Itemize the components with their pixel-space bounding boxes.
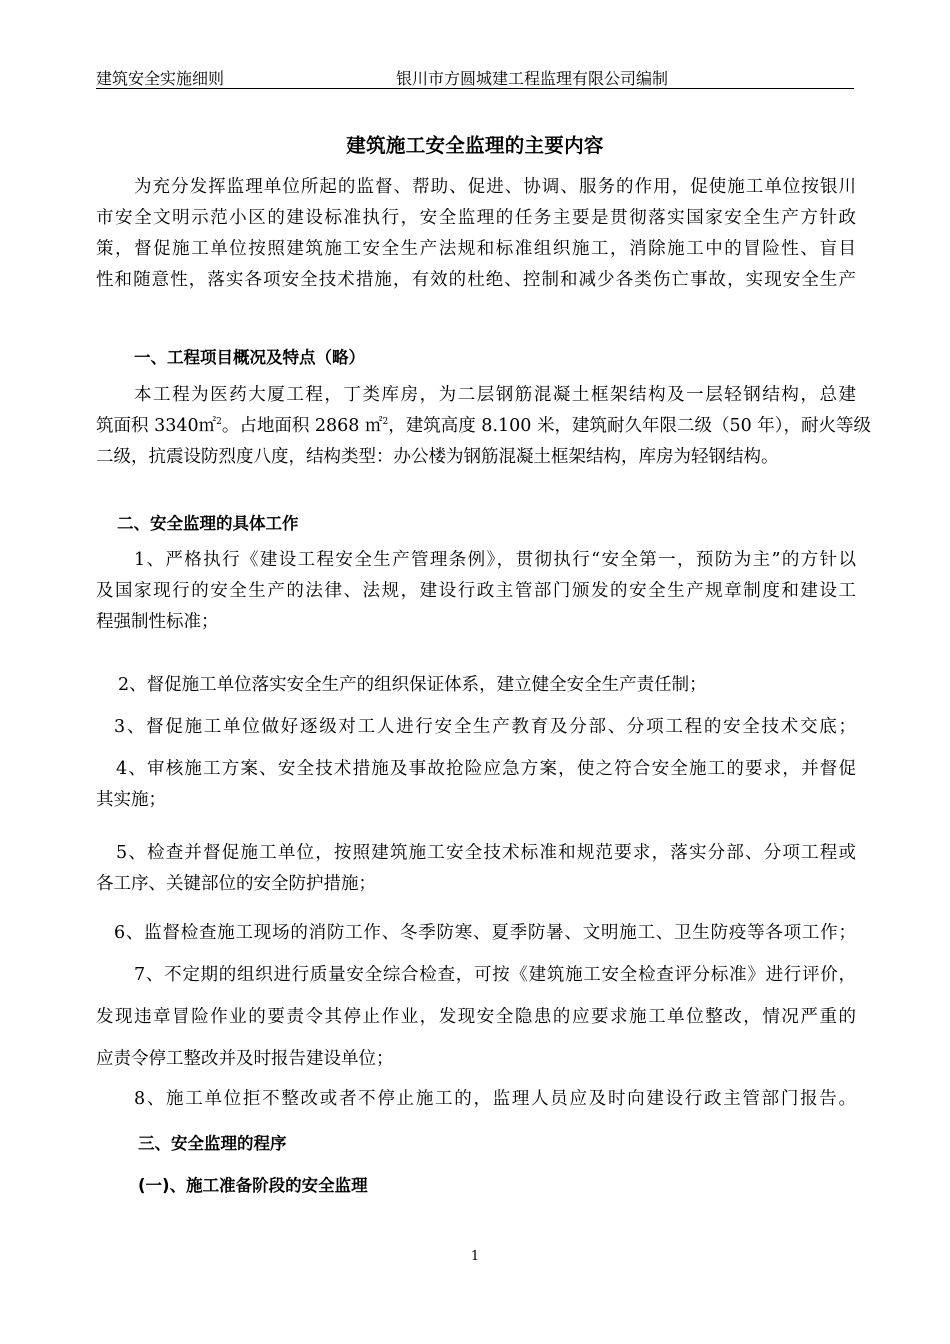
area-text-c: ，建筑高度 8.100 米，建筑耐久年限二级（50 年），耐火等级: [388, 416, 872, 436]
list-item-line: 其实施；: [96, 790, 166, 810]
section-heading-3: 三、安全监理的程序: [138, 1134, 287, 1153]
intro-line: 策，督促施工单位按照建筑施工安全生产法规和标准组织施工，消除施工中的冒险性、盲目: [96, 239, 856, 259]
list-item-line: 7、不定期的组织进行质量安全综合检查，可按《建筑施工安全检查评分标准》进行评价，: [134, 965, 856, 985]
list-item-line: 应责令停工整改并及时报告建设单位；: [96, 1049, 394, 1069]
header-right-text: 银川市方圆城建工程监理有限公司编制: [396, 69, 669, 88]
list-item-5: [96, 838, 856, 900]
area-text: 筑面积 3340㎡$^2$: [96, 416, 222, 436]
list-item-line: 程强制性标准；: [96, 612, 219, 632]
header-left-text: 建筑安全实施细则: [96, 69, 225, 88]
section-heading-1: 一、工程项目概况及特点（略）: [134, 348, 365, 367]
intro-line: 性和随意性，落实各项安全技术措施，有效的杜绝、控制和减少各类伤亡事故，实现安全生产: [96, 270, 856, 290]
list-item-3: [114, 712, 856, 743]
list-item-line: 3、督促施工单位做好逐级对工人进行安全生产教育及分部、分项工程的安全技术交底；: [114, 717, 856, 737]
superscript: 2: [216, 417, 222, 428]
list-item-line: 1、严格执行《建设工程安全生产管理条例》，贯彻执行“安全第一，预防为主”的方针以: [134, 550, 856, 570]
list-item-7: [96, 960, 856, 1075]
intro-line: 为充分发挥监理单位所起的监督、帮助、促进、协调、服务的作用，促使施工单位按银川: [134, 177, 856, 197]
section1-paragraph: [96, 380, 872, 473]
list-item-line: 2、督促施工单位落实安全生产的组织保证体系，建立健全安全生产责任制；: [118, 675, 707, 695]
list-item-8: [134, 1084, 856, 1115]
list-item-6: [114, 918, 856, 949]
page-header: [96, 66, 854, 89]
list-item-line: 6、监督检查施工现场的消防工作、冬季防寒、夏季防暑、文明施工、卫生防疫等各项工作；: [114, 923, 856, 943]
intro-paragraph: [96, 172, 856, 296]
section-heading-2: 二、安全监理的具体工作: [117, 514, 299, 533]
list-item-4: [96, 754, 856, 816]
list-item-1: [96, 545, 856, 638]
section1-line: 本工程为医药大厦工程，丁类库房，为二层钢筋混凝土框架结构及一层轻钢结构，总建: [134, 385, 856, 405]
list-item-line: 4、审核施工方案、安全技术措施及事故抢险应急方案，使之符合安全施工的要求，并督促: [116, 759, 856, 779]
list-item-line: 各工序、关键部位的安全防护措施；: [96, 874, 376, 894]
section1-line: [96, 411, 872, 442]
area-text-b: 。占地面积 2868 ㎡$^2$: [221, 416, 389, 436]
list-item-line: 8、施工单位拒不整改或者不停止施工的，监理人员应及时向建设行政主管部门报告。: [134, 1089, 856, 1109]
list-item-line: 5、检查并督促施工单位，按照建筑施工安全技术标准和规范要求，落实分部、分项工程或: [116, 843, 856, 863]
list-item-2: [118, 670, 858, 701]
intro-line: 市安全文明示范小区的建设标准执行，安全监理的任务主要是贯彻落实国家安全生产方针政: [96, 208, 856, 228]
page-title: 建筑施工安全监理的主要内容: [346, 134, 604, 157]
subsection-heading: (一)、施工准备阶段的安全监理: [138, 1176, 368, 1195]
section1-line: 二级，抗震设防烈度八度，结构类型：办公楼为钢筋混凝土框架结构，库房为轻钢结构。: [96, 447, 779, 467]
page-number: 1: [470, 1249, 480, 1264]
superscript: 2: [382, 417, 389, 428]
list-item-line: 发现违章冒险作业的要责令其停止作业，发现安全隐患的应要求施工单位整改，情况严重的: [96, 1007, 856, 1027]
list-item-line: 及国家现行的安全生产的法律、法规，建设行政主管部门颁发的安全生产规章制度和建设工: [96, 581, 856, 601]
